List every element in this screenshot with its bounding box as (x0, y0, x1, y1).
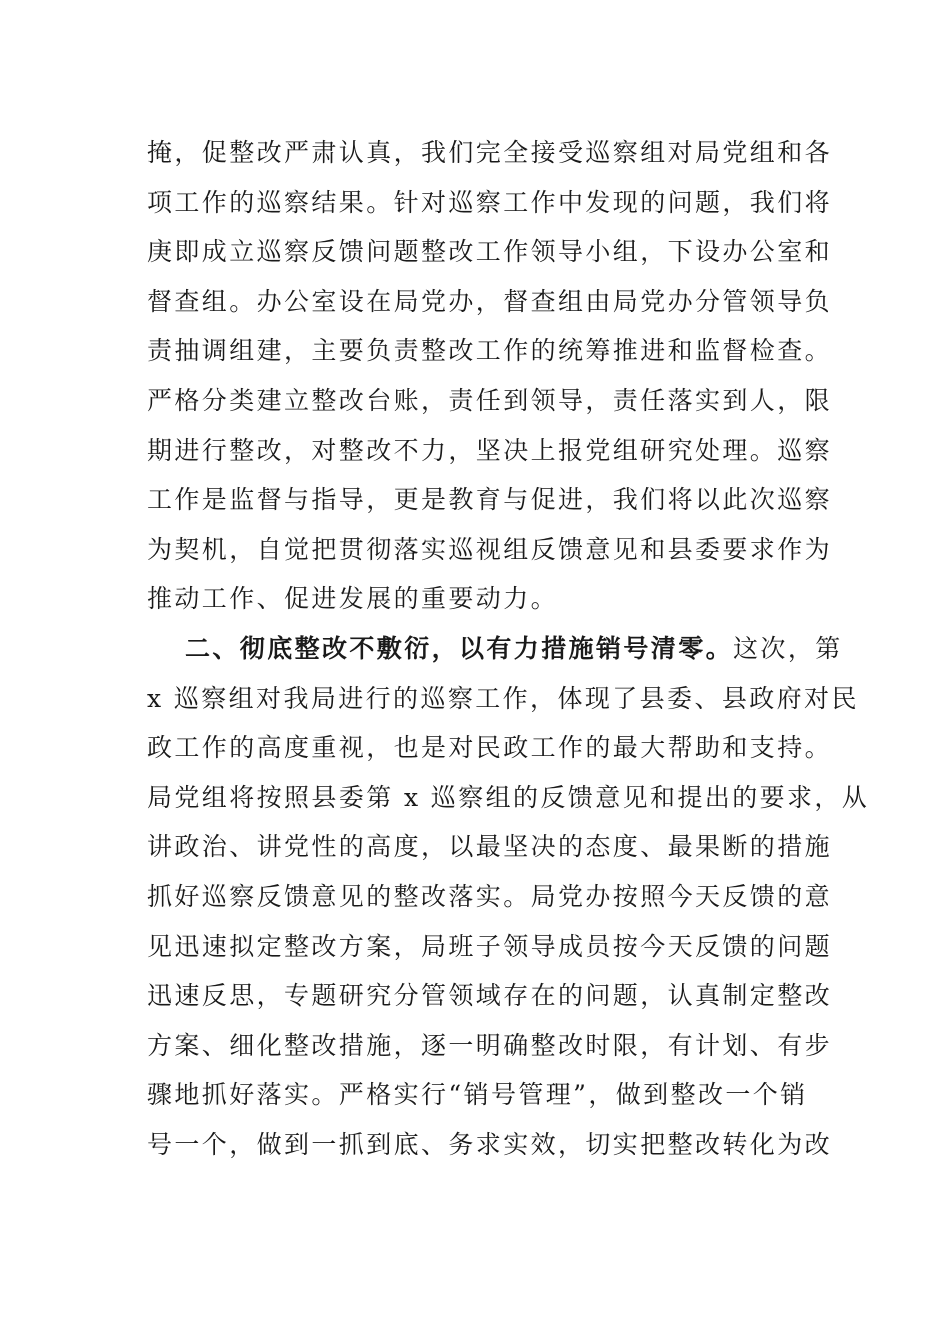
paragraph-line: x 巡察组对我局进行的巡察工作，体现了县委、县政府对民 (147, 683, 859, 713)
paragraph-line: 严格分类建立整改台账，责任到领导，责任落实到人，限 (147, 385, 833, 415)
paragraph-line: 期进行整改，对整改不力，坚决上报党组研究处理。巡察 (147, 435, 833, 465)
heading-line-rest: 这次，第 (733, 633, 843, 663)
paragraph-2 (147, 624, 870, 1170)
paragraph-line: 督查组。办公室设在局党办，督查组由局党办分管领导负 (147, 286, 833, 316)
paragraph-line: 迅速反思，专题研究分管领域存在的问题，认真制定整改 (147, 981, 833, 1011)
paragraph-line: 为契机，自觉把贯彻落实巡视组反馈意见和县委要求作为 (147, 534, 833, 564)
paragraph-line: 政工作的高度重视，也是对民政工作的最大帮助和支持。 (147, 733, 833, 763)
paragraph-line: 掩，促整改严肃认真，我们完全接受巡察组对局党组和各 (147, 138, 833, 167)
paragraph-line: 骤地抓好落实。严格实行“销号管理”，做到整改一个销 (147, 1080, 808, 1110)
paragraph-line: 庚即成立巡察反馈问题整改工作领导小组，下设办公室和 (147, 237, 833, 267)
paragraph-line: 责抽调组建，主要负责整改工作的统筹推进和监督检查。 (147, 336, 833, 366)
paragraph-line: 推动工作、促进发展的重要动力。 (147, 584, 559, 614)
paragraph-1 (147, 128, 833, 624)
paragraph-line: 号一个，做到一抓到底、务求实效，切实把整改转化为改 (147, 1129, 833, 1159)
paragraph-line: 讲政治、讲党性的高度，以最坚决的态度、最果断的措施 (147, 832, 833, 862)
paragraph-line: 项工作的巡察结果。针对巡察工作中发现的问题，我们将 (147, 187, 833, 217)
paragraph-line: 工作是监督与指导，更是教育与促进，我们将以此次巡察 (147, 485, 833, 515)
paragraph-line: 抓好巡察反馈意见的整改落实。局党办按照今天反馈的意 (147, 881, 833, 911)
paragraph-line: 见迅速拟定整改方案，局班子领导成员按今天反馈的问题 (147, 931, 833, 961)
section-heading: 二、彻底整改不敷衍，以有力措施销号清零。 (185, 633, 734, 663)
paragraph-first-line (147, 624, 843, 674)
paragraph-line: 方案、细化整改措施，逐一明确整改时限，有计划、有步 (147, 1030, 833, 1060)
paragraph-line: 局党组将按照县委第 x 巡察组的反馈意见和提出的要求，从 (147, 782, 870, 812)
body-text (147, 128, 870, 1169)
